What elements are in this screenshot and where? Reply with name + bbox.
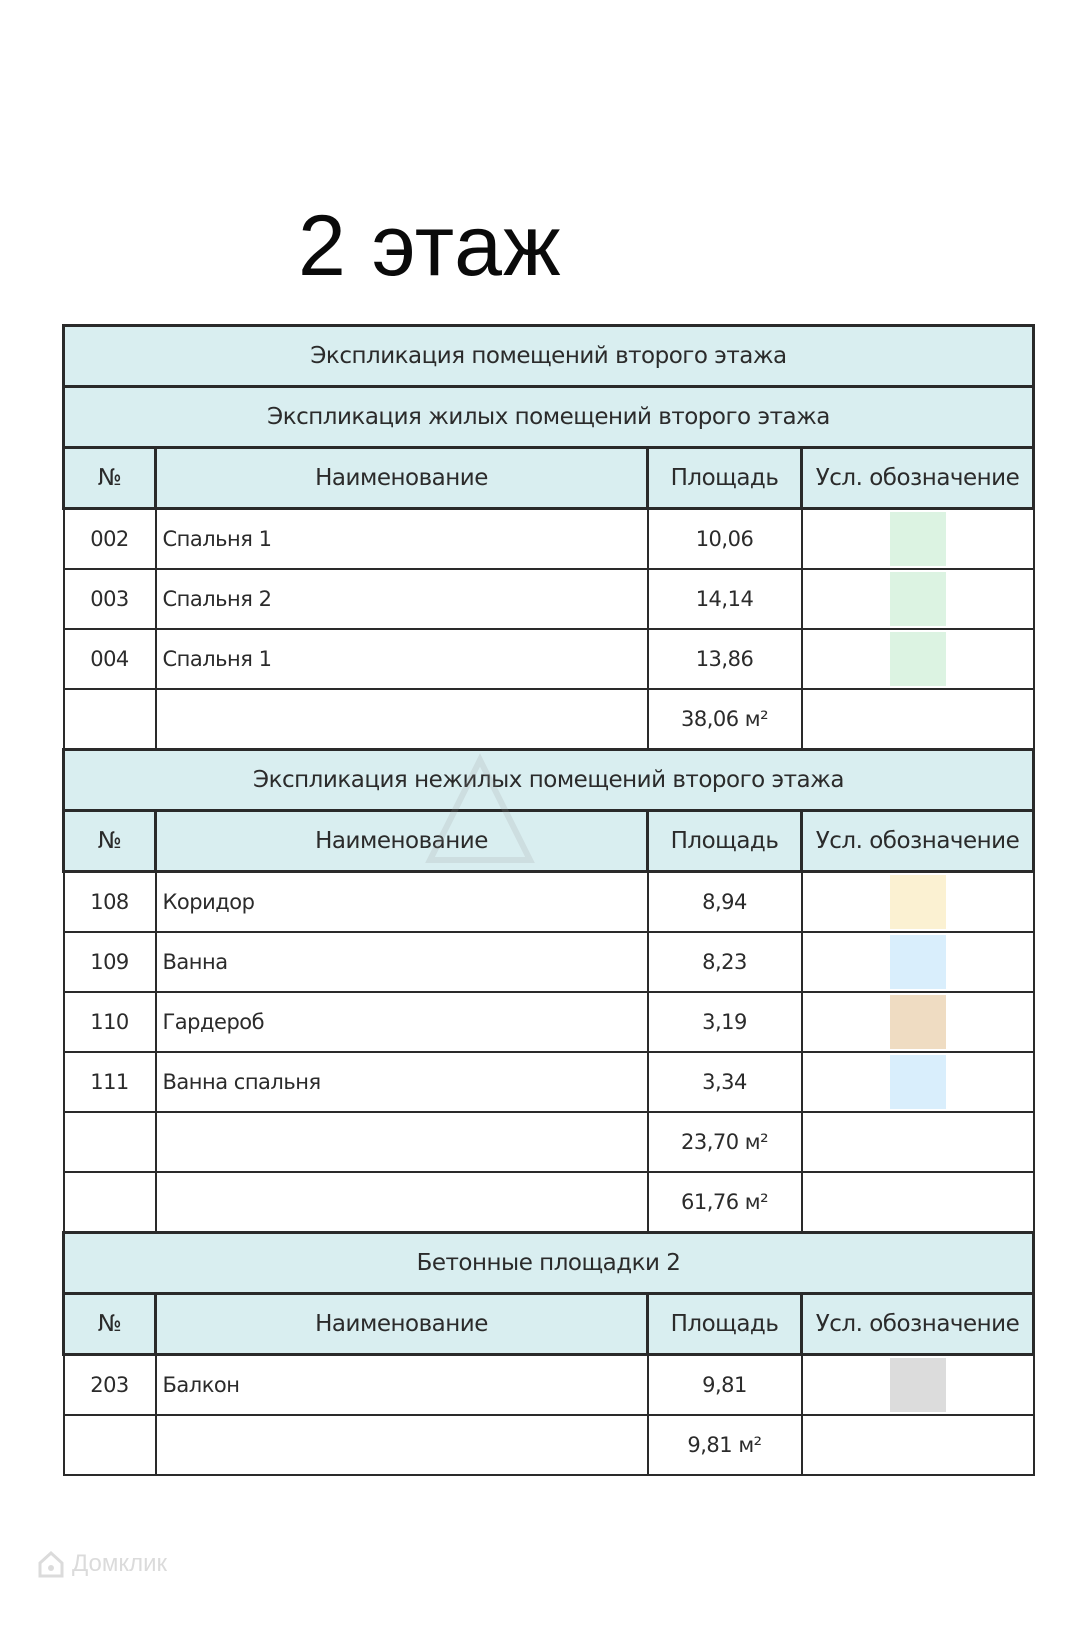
room-name: Спальня 2 [156,569,648,629]
room-name: Спальня 1 [156,629,648,689]
empty-cell [156,1112,648,1172]
room-symbol-cell [802,509,1034,570]
col-header-name: Наименование [156,448,648,509]
room-number: 004 [64,629,156,689]
empty-cell [802,1172,1034,1233]
color-swatch [890,572,946,626]
col-header-num: № [64,811,156,872]
col-header-area: Площадь [648,1294,802,1355]
room-area: 8,94 [648,872,802,933]
section-title-row [64,1233,1034,1294]
room-name: Ванна спальня [156,1052,648,1112]
empty-cell [64,689,156,750]
room-symbol-cell [802,1355,1034,1416]
room-number: 203 [64,1355,156,1416]
room-number: 003 [64,569,156,629]
room-symbol-cell [802,569,1034,629]
room-area: 10,06 [648,509,802,570]
col-header-num: № [64,448,156,509]
table-row [64,1052,1034,1112]
section-title-row [64,387,1034,448]
total-row [64,1415,1034,1475]
main-title-row [64,326,1034,387]
room-area: 3,19 [648,992,802,1052]
col-header-symbol: Усл. обозначение [802,811,1034,872]
color-swatch [890,1055,946,1109]
room-number: 002 [64,509,156,570]
table-row [64,992,1034,1052]
room-number: 110 [64,992,156,1052]
room-area: 3,34 [648,1052,802,1112]
house-icon [36,1549,66,1579]
room-name: Гардероб [156,992,648,1052]
room-number: 111 [64,1052,156,1112]
room-symbol-cell [802,1052,1034,1112]
room-symbol-cell [802,629,1034,689]
col-header-num: № [64,1294,156,1355]
empty-cell [64,1172,156,1233]
table-row [64,569,1034,629]
column-header-row [64,811,1034,872]
room-number: 109 [64,932,156,992]
color-swatch [890,875,946,929]
color-swatch [890,1358,946,1412]
col-header-name: Наименование [156,811,648,872]
empty-cell [156,689,648,750]
total-area: 38,06 м² [648,689,802,750]
color-swatch [890,995,946,1049]
room-number: 108 [64,872,156,933]
col-header-symbol: Усл. обозначение [802,1294,1034,1355]
empty-cell [64,1112,156,1172]
total-row [64,1112,1034,1172]
room-name: Ванна [156,932,648,992]
empty-cell [64,1415,156,1475]
empty-cell [156,1415,648,1475]
total-area: 61,76 м² [648,1172,802,1233]
room-symbol-cell [802,872,1034,933]
room-area: 14,14 [648,569,802,629]
room-name: Коридор [156,872,648,933]
col-header-symbol: Усл. обозначение [802,448,1034,509]
empty-cell [802,1415,1034,1475]
total-row [64,1172,1034,1233]
section-title: Бетонные площадки 2 [64,1233,1034,1294]
explication-table [62,324,1035,1476]
room-name: Спальня 1 [156,509,648,570]
logo-text: Домклик [72,1550,168,1577]
room-symbol-cell [802,932,1034,992]
col-header-area: Площадь [648,811,802,872]
room-symbol-cell [802,992,1034,1052]
color-swatch [890,935,946,989]
main-title: Экспликация помещений второго этажа [64,326,1034,387]
total-area: 23,70 м² [648,1112,802,1172]
empty-cell [802,1112,1034,1172]
room-area: 13,86 [648,629,802,689]
section-title-row [64,750,1034,811]
total-area: 9,81 м² [648,1415,802,1475]
col-header-name: Наименование [156,1294,648,1355]
section-title: Экспликация нежилых помещений второго этажа [64,750,1034,811]
table-row [64,932,1034,992]
total-row [64,689,1034,750]
color-swatch [890,632,946,686]
empty-cell [802,689,1034,750]
table-row [64,629,1034,689]
room-area: 9,81 [648,1355,802,1416]
table-row [64,1355,1034,1416]
column-header-row [64,448,1034,509]
column-header-row [64,1294,1034,1355]
floor-title: 2 этаж [298,198,562,294]
domclick-logo [36,1544,167,1584]
table-row [64,872,1034,933]
room-area: 8,23 [648,932,802,992]
room-name: Балкон [156,1355,648,1416]
empty-cell [156,1172,648,1233]
col-header-area: Площадь [648,448,802,509]
table-row [64,509,1034,570]
color-swatch [890,512,946,566]
section-title: Экспликация жилых помещений второго этажа [64,387,1034,448]
